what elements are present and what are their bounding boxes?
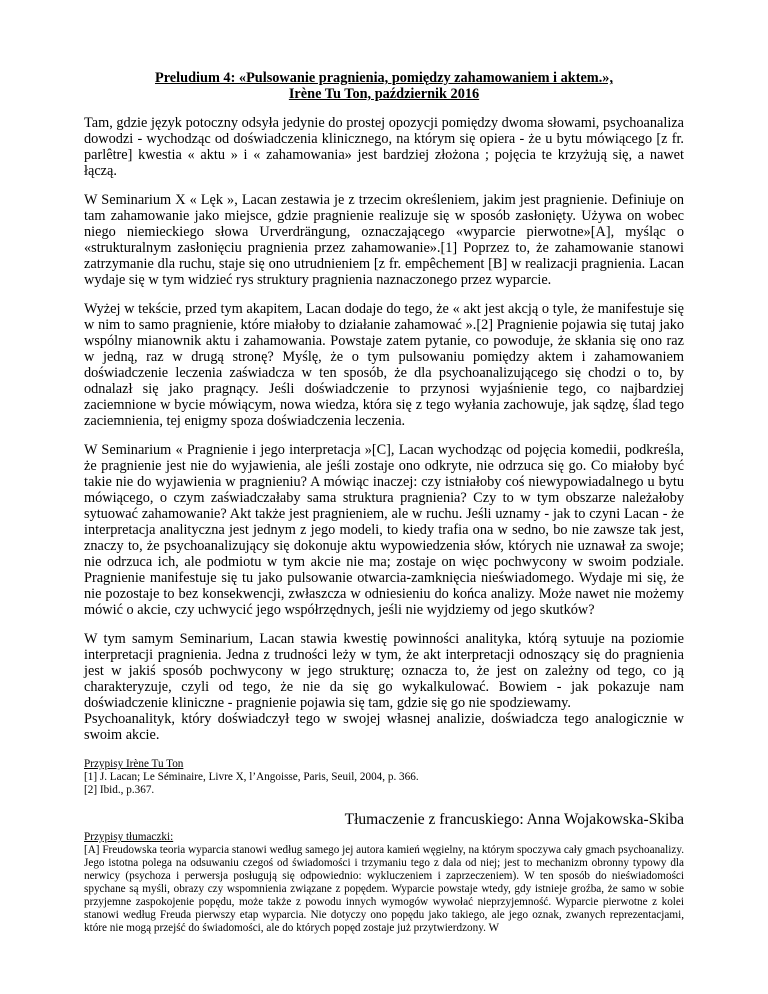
translator-note-a: [A] Freudowska teoria wyparcia stanowi według samego jej autora kamień węgielny, na którym spoczywa cały gmach psychoanalizy. Jego istotna polega na odsuwaniu czegoś od świadomości i trzymaniu tego z dala od niej; jest to mechanizm obronny typowy dla nerwicy (psychoza i perwersja posługują się odpowiednio: wykluczeniem i zaprzeczeniem). W ten sposób do nieświadomości spychane są myśli, obrazy czy wspomnienia związane z popędem. Wyparcie powstaje wtedy, gdy istnieje groźba, że samo w sobie przyjemne zaspokojenie popędu, może także z powodu innych wymogów wywołać nieprzyjemność. Wyparcie pierwotne z kolei stanowi według Freuda pierwszy etap wyparcia. Nie dotyczy ono popędu jako takiego, ale jego oznak, zwanych reprezentacjami, które nie mogą przejść do świadomości, ale do których popęd zostaje już przytwierdzony. W [84,844,684,934]
author-footnotes [84,758,684,797]
paragraph-5: W tym samym Seminarium, Lacan stawia kwestię powinności analityka, którą sytuuje na poziomie interpretacji pragnienia. Jedna z trudności leży w tym, że akt interpretacji odnoszący się do pragnienia jest w jakiś sposób pochwycony w jego strukturę; oznacza to, że jest on zależny od tego, co ją charakteryzuje, czyli od tego, że nie da się go wykalkulować. Bowiem - jak pokazuje nam doświadczenie kliniczne - pragnienie pojawia się tam, gdzie się go nie spodziewamy. [84,631,684,711]
translator-notes [84,831,684,935]
paragraph-3: Wyżej w tekście, przed tym akapitem, Lacan dodaje do tego, że « akt jest akcją o tyle, że manifestuje się w nim to samo pragnienie, które miałoby to działanie zahamować ».[2] Pragnienie pojawia się tutaj jako wspólny mianownik aktu i zahamowania. Powstaje zatem pytanie, co powoduje, że skłania się ono raz w jedną, raz w drugą stronę? Myślę, że o tym pulsowaniu pomiędzy aktem i zahamowaniem doświadczenie leczenia zaświadcza w ten sposób, że dla psychoanalizującego się chodzi o to, by odnalazł się jako pragnący. Jeśli doświadczenie to przynosi wyjaśnienie tego, co najbardziej zaciemnione w bycie mówiącym, nowa wiedza, która się z tego wyłania zachowuje, jak sądzę, ślad tego zaciemnienia, tej enigmy spoza doświadczenia leczenia. [84,301,684,429]
title-line-2: Irène Tu Ton, październik 2016 [288,86,480,102]
translator-notes-heading: Przypisy tłumaczki: [84,831,174,843]
title-line-1: Preludium 4: «Pulsowanie pragnienia, pomiędzy zahamowaniem i aktem.», [154,70,614,86]
footnotes-heading: Przypisy Irène Tu Ton [84,758,184,770]
paragraph-2: W Seminarium X « Lęk », Lacan zestawia je z trzecim określeniem, jakim jest pragnienie. Definiuje on tam zahamowanie jako miejsce, gdzie pragnienie realizuje się w sposób zasłonięty. Używa on wobec niego niemieckiego słowa Urverdrängung, oznaczającego «wyparcie pierwotne»[A], myśląc o «strukturalnym zasłonięciu pragnienia przez zahamowanie».[1] Poprzez to, że zahamowanie stanowi zatrzymanie dla ruchu, staje się ono utrudnieniem [z fr. empêchement [B] w realizacji pragnienia. Lacan wydaje się w tym widzieć rys struktury pragnienia naznaczonego przez wyparcie. [84,192,684,288]
footnote-1: [1] J. Lacan; Le Séminaire, Livre X, l’Angoisse, Paris, Seuil, 2004, p. 366. [84,771,419,783]
translation-credit: Tłumaczenie z francuskiego: Anna Wojakowska-Skiba [344,811,684,828]
document-title [84,70,684,102]
footnote-2: [2] Ibid., p.367. [84,784,155,796]
paragraph-4: W Seminarium « Pragnienie i jego interpretacja »[C], Lacan wychodząc od pojęcia komedii, podkreśla, że pragnienie jest nie do wyjawienia, ale jeśli zostaje ono odkryte, nie odrzuca się go. Co miałoby być takie nie do wyjawienia w pragnieniu? A mówiąc inaczej: czy istniałoby coś niewypowiadalnego u bytu mówiącego, o czym zaświadczałaby sama struktura pragnienia? Czy to w tym obszarze należałoby sytuować zahamowanie? Akt także jest pragnieniem, ale w ruchu. Jeśli uznamy - jak to czyni Lacan - że interpretacja analityczna jest jednym z jego modeli, to kiedy trafia ona w sedno, bo nie zawsze tak jest, znaczy to, że psychoanalizujący się dokonuje aktu wypowiedzenia słów, których nie uznawał za swoje; nie odrzuca ich, ale podmiotu w tym akcie nie ma; zostaje on więc pochwycony w swoim podziale. Pragnienie manifestuje się tu jako pulsowanie otwarcia-zamknięcia nieświadomego. Wydaje mi się, że nie pozostaje to bez konsekwencji, zwłaszcza w odniesieniu do końca analizy. Może nawet nie możemy mówić o akcie, czy uchwycić jego współrzędnych, jeśli nie wyjdziemy od jego skutków? [84,442,684,618]
paragraph-6: Psychoanalityk, który doświadczył tego w swojej własnej analizie, doświadcza tego analogicznie w swoim akcie. [84,711,684,743]
document-page [84,70,684,935]
paragraph-1: Tam, gdzie język potoczny odsyła jedynie do prostej opozycji pomiędzy dwoma słowami, psychoanaliza dowodzi - wychodząc od doświadczenia klinicznego, na którym się opiera - że u bytu mówiącego [z fr. parlêtre] kwestia « aktu » i « zahamowania» jest bardziej złożona ; pojęcia te krzyżują się, a nawet łączą. [84,115,684,179]
